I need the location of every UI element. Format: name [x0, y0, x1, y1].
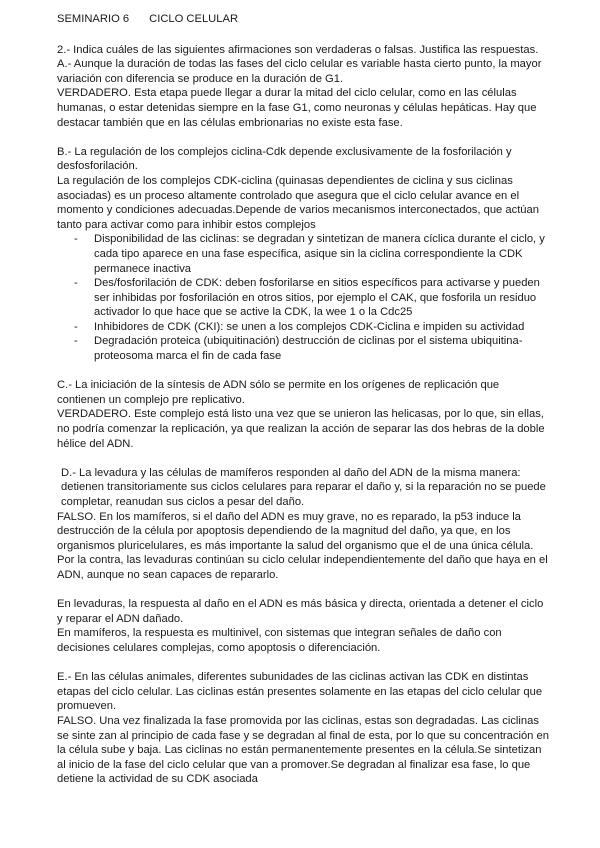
section-b-answer: La regulación de los complejos CDK-ciclina (quinasas dependientes de ciclina y sus ciclinas asociadas) es un proceso altamente controlado que asegura que el ciclo celular avance en el momento y condiciones adecuadas.Depende de varios mecanismos interconectados, que actúan tanto para activar como para inhibir estos complejos: [57, 174, 539, 231]
section-c: [57, 378, 550, 451]
list-item: - Des/fosforilación de CDK: deben fosforilarse en sitios específicos para activarse y pueden ser inhibidas por fosforilación en otros sitios, por ejemplo el CAK, que fosforila un residuo activador lo que hace que se active la CDK, la wee 1 o la Cdc25: [74, 277, 540, 319]
document-header: [57, 12, 550, 27]
section-b-statement: B.- La regulación de los complejos ciclina-Cdk depende exclusivamente de la fosforilación y desfosforilación.: [57, 145, 512, 173]
section-c-statement: C.- La iniciación de la síntesis de ADN sólo se permite en los orígenes de replicación que contienen un complejo pre replicativo.: [57, 379, 500, 406]
dash-marker: -: [74, 277, 78, 290]
section-d-extra: [57, 597, 550, 655]
list-item: - Inhibidores de CDK (CKI): se unen a los complejos CDK-Ciclina e impiden su actividad: [74, 320, 525, 333]
intro-question: 2.- Indica cuáles de las siguientes afirmaciones son verdaderas o falsas. Justifica las respuestas.: [57, 43, 539, 56]
dash-marker: -: [74, 233, 78, 246]
section-a: [57, 43, 550, 131]
document-title: CICLO CELULAR: [149, 13, 239, 25]
section-a-answer: VERDADERO. Esta etapa puede llegar a durar la mitad del ciclo celular, como en las células humanas, o estar detenidas siempre en la fase G1, como neuronas y células hepáticas. Hay que destacar también que en las células embrionarias no existe esta fase.: [57, 87, 537, 129]
section-a-statement: A.- Aunque la duración de todas las fases del ciclo celular es variable hasta cierto punto, la mayor variación con diferencia se produce en la duración de G1.: [57, 58, 542, 85]
list-item: - Disponibilidad de las ciclinas: se degradan y sintetizan de manera cíclica durante el ciclo, y cada tipo aparece en una fase específica, asique sin la ciclina correspondiente la CDK permanece inactiva: [74, 233, 545, 275]
seminar-label: SEMINARIO 6: [57, 13, 130, 25]
section-e-answer: FALSO. Una vez finalizada la fase promovida por las ciclinas, estas son degradadas. Las ciclinas se sinte zan al principio de cada fase y se degradan al final de esta, por lo que su concentración en la célula sube y baja. Las ciclinas no están permanentemente presentes en la célula.Se sintetizan al inicio de la fase del ciclo celular que van a promover.Se degradan al finalizar esa fase, lo que detiene la actividad de su CDK asociada: [57, 714, 549, 786]
section-e: [57, 670, 550, 787]
section-b-bullet-list: [57, 232, 550, 363]
section-c-answer: VERDADERO. Este complejo está listo una vez que se unieron las helicasas, por lo que, sin ellas, no podría comenzar la replicación, ya que realizan la acción de separar las dos hebras de la doble hélice del ADN.: [57, 408, 545, 450]
section-d-answer: FALSO. En los mamíferos, si el daño del ADN es muy grave, no es reparado, la p53 induce la destrucción de la célula por apoptosis dependiendo de la magnitud del daño, ya que, en los organismos pluricelulares, es más importante la salud del organismo que el de una única célula. Por la contra, las levaduras continúan su ciclo celular independientemente del daño que haya en el ADN, aunque no sean capaces de repararlo.: [57, 510, 548, 581]
dash-marker: -: [74, 335, 78, 348]
list-item: - Degradación proteica (ubiquitinación) destrucción de ciclinas por el sistema ubiquitina-proteosoma marca el fin de cada fase: [74, 335, 523, 363]
section-d-extra-mammals: En mamíferos, la respuesta es multinivel, con sistemas que integran señales de daño con decisiones celulares complejas, como apoptosis o diferenciación.: [57, 627, 502, 654]
section-e-statement: E.- En las células animales, diferentes subunidades de las ciclinas activan las CDK en distintas etapas del ciclo celular. Las ciclinas están presentes solamente en las etapas del ciclo celular que promueven.: [57, 671, 543, 713]
section-d-statement: D.- La levadura y las células de mamíferos responden al daño del ADN de la misma manera: detienen transitoriamente sus ciclos celulares para reparar el daño y, si la reparación no se puede completar, reanudan sus ciclos a pesar del daño.: [61, 466, 546, 508]
section-b: [57, 145, 550, 364]
section-d: [57, 466, 550, 583]
section-d-extra-yeast: En levaduras, la respuesta al daño en el ADN es más básica y directa, orientada a detener el ciclo y reparar el ADN dañado.: [57, 598, 544, 625]
dash-marker: -: [74, 320, 78, 333]
